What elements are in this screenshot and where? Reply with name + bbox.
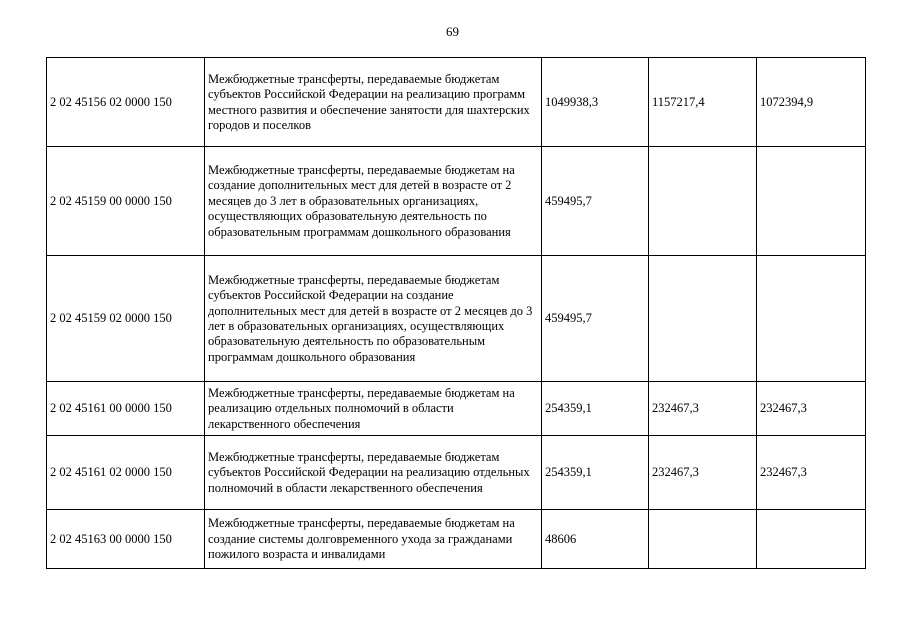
amount-year-1: 48606 (542, 510, 649, 569)
amount-year-3 (757, 256, 866, 382)
table-row (47, 58, 866, 147)
amount-year-1: 459495,7 (542, 147, 649, 256)
revenue-name: Межбюджетные трансферты, передаваемые бюджетам на реализацию отдельных полномочий в области лекарственного обеспечения (205, 382, 542, 436)
revenue-name: Межбюджетные трансферты, передаваемые бюджетам субъектов Российской Федерации на реализацию программ местного развития и обеспечение занятости для шахтерских городов и поселков (205, 58, 542, 147)
revenue-code: 2 02 45161 02 0000 150 (47, 436, 205, 510)
amount-year-3 (757, 510, 866, 569)
table-row (47, 510, 866, 569)
table-row (47, 147, 866, 256)
revenue-name: Межбюджетные трансферты, передаваемые бюджетам субъектов Российской Федерации на создание дополнительных мест для детей в возрасте от 2 месяцев до 3 лет в образовательных организациях, осуществляющих образовательную деятельность по образовательным программам дошкольного образования (205, 256, 542, 382)
amount-year-2 (649, 510, 757, 569)
amount-year-3: 232467,3 (757, 382, 866, 436)
amount-year-1: 254359,1 (542, 436, 649, 510)
amount-year-3 (757, 147, 866, 256)
amount-year-3: 232467,3 (757, 436, 866, 510)
amount-year-2: 232467,3 (649, 382, 757, 436)
revenue-code: 2 02 45159 02 0000 150 (47, 256, 205, 382)
revenue-name: Межбюджетные трансферты, передаваемые бюджетам субъектов Российской Федерации на реализацию отдельных полномочий в области лекарственного обеспечения (205, 436, 542, 510)
table-row (47, 256, 866, 382)
amount-year-2 (649, 147, 757, 256)
amount-year-2: 232467,3 (649, 436, 757, 510)
table-row (47, 382, 866, 436)
amount-year-1: 1049938,3 (542, 58, 649, 147)
amount-year-1: 254359,1 (542, 382, 649, 436)
table-row (47, 436, 866, 510)
revenue-name: Межбюджетные трансферты, передаваемые бюджетам на создание дополнительных мест для детей в возрасте от 2 месяцев до 3 лет в образовательных организациях, осуществляющих образовательную деятельность по образовательным программам дошкольного образования (205, 147, 542, 256)
revenue-code: 2 02 45163 00 0000 150 (47, 510, 205, 569)
amount-year-3: 1072394,9 (757, 58, 866, 147)
amount-year-2 (649, 256, 757, 382)
revenue-name: Межбюджетные трансферты, передаваемые бюджетам на создание системы долговременного ухода за гражданами пожилого возраста и инвалидами (205, 510, 542, 569)
revenue-code: 2 02 45161 00 0000 150 (47, 382, 205, 436)
page-number: 69 (446, 24, 459, 39)
amount-year-1: 459495,7 (542, 256, 649, 382)
budget-table (46, 57, 866, 569)
amount-year-2: 1157217,4 (649, 58, 757, 147)
revenue-code: 2 02 45159 00 0000 150 (47, 147, 205, 256)
revenue-code: 2 02 45156 02 0000 150 (47, 58, 205, 147)
